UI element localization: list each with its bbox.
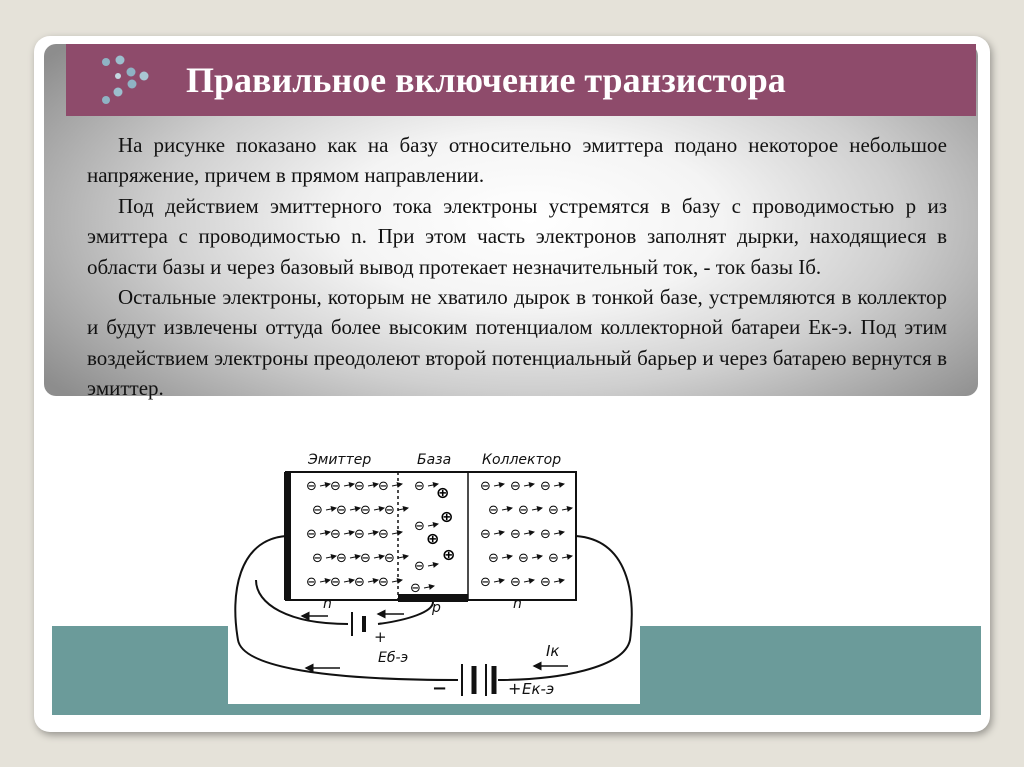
- electron-mark: ⊖: [360, 551, 371, 566]
- electron-mark: ⊖: [306, 527, 317, 542]
- charge-carriers: [306, 479, 572, 596]
- body-text: [87, 130, 947, 404]
- collector-battery-plus: +: [508, 679, 522, 698]
- electron-mark: ⊖: [518, 551, 529, 566]
- electron-mark: ⊖: [510, 479, 521, 494]
- paragraph-1: На рисунке показано как на базу относительно эмиттера подано некоторое небольшое напряжение, причем в прямом направлении.: [87, 133, 947, 188]
- electron-arrow: [344, 580, 354, 582]
- electron-arrow: [398, 556, 408, 558]
- hole-mark: ⊕: [436, 483, 450, 502]
- electron-mark: ⊖: [540, 575, 551, 590]
- electron-arrow: [562, 508, 572, 510]
- electron-arrow: [532, 508, 542, 510]
- electron-mark: ⊖: [354, 575, 365, 590]
- electron-arrow: [350, 508, 360, 510]
- decorative-dots-icon: [96, 50, 160, 110]
- electron-mark: ⊖: [336, 503, 347, 518]
- current-arrows: [302, 614, 568, 668]
- electron-mark: ⊖: [480, 479, 491, 494]
- electron-arrow: [428, 524, 438, 526]
- electron-mark: ⊖: [306, 479, 317, 494]
- base-p-label: p: [432, 600, 441, 616]
- electron-arrow: [554, 580, 564, 582]
- electron-arrow: [392, 580, 402, 582]
- collector-current-label: Iк: [546, 642, 560, 660]
- electron-mark: ⊖: [378, 527, 389, 542]
- electron-mark: ⊖: [360, 503, 371, 518]
- hole-mark: ⊕: [442, 545, 456, 564]
- slide-title: Правильное включение транзистора: [186, 60, 786, 100]
- electron-arrow: [494, 484, 504, 486]
- electron-mark: ⊖: [410, 581, 421, 596]
- electron-arrow: [554, 484, 564, 486]
- electron-arrow: [368, 532, 378, 534]
- electron-arrow: [320, 580, 330, 582]
- hole-mark: ⊕: [440, 507, 454, 526]
- electron-mark: ⊖: [488, 551, 499, 566]
- electron-arrow: [502, 508, 512, 510]
- electron-mark: ⊖: [414, 519, 425, 534]
- electron-mark: ⊖: [548, 551, 559, 566]
- electron-mark: ⊖: [548, 503, 559, 518]
- electron-arrow: [350, 556, 360, 558]
- electron-arrow: [392, 484, 402, 486]
- electron-arrow: [424, 586, 434, 588]
- electron-mark: ⊖: [518, 503, 529, 518]
- base-battery-label: Еб-э: [378, 650, 409, 666]
- electron-arrow: [532, 556, 542, 558]
- collector-battery-label: Ек-э: [522, 680, 555, 698]
- electron-mark: ⊖: [330, 575, 341, 590]
- hole-mark: ⊕: [426, 529, 440, 548]
- electron-mark: ⊖: [336, 551, 347, 566]
- electron-mark: ⊖: [354, 527, 365, 542]
- electron-mark: ⊖: [312, 503, 323, 518]
- circuit-wires: [235, 536, 631, 696]
- electron-mark: ⊖: [414, 479, 425, 494]
- electron-arrow: [326, 556, 336, 558]
- electron-arrow: [524, 484, 534, 486]
- electron-mark: ⊖: [510, 575, 521, 590]
- electron-mark: ⊖: [384, 503, 395, 518]
- electron-mark: ⊖: [488, 503, 499, 518]
- electron-arrow: [562, 556, 572, 558]
- electron-mark: ⊖: [330, 479, 341, 494]
- electron-arrow: [374, 556, 384, 558]
- paragraph-3: Остальные электроны, которым не хватило дырок в тонкой базе, устремляются в коллектор и будут извлечены оттуда более высоким потенциалом коллекторной батареи Ек-э. Под этим воздействием электроны преодолеют второй потенциальный барьер и через батарею вернутся в эмиттер.: [87, 285, 947, 401]
- electron-arrow: [524, 580, 534, 582]
- electron-mark: ⊖: [378, 479, 389, 494]
- electron-mark: ⊖: [306, 575, 317, 590]
- electron-mark: ⊖: [480, 575, 491, 590]
- electron-arrow: [524, 532, 534, 534]
- electron-arrow: [428, 564, 438, 566]
- electron-mark: ⊖: [480, 527, 491, 542]
- emitter-region-label: Эмиттер: [308, 452, 372, 468]
- collector-region-label: Коллектор: [482, 452, 562, 468]
- electron-mark: ⊖: [414, 559, 425, 574]
- transistor-diagram: [228, 444, 640, 704]
- electron-arrow: [320, 484, 330, 486]
- electron-arrow: [502, 556, 512, 558]
- electron-arrow: [344, 532, 354, 534]
- electron-arrow: [320, 532, 330, 534]
- electron-arrow: [344, 484, 354, 486]
- electron-arrow: [368, 484, 378, 486]
- electron-mark: ⊖: [354, 479, 365, 494]
- electron-mark: ⊖: [510, 527, 521, 542]
- electron-arrow: [374, 508, 384, 510]
- electron-mark: ⊖: [384, 551, 395, 566]
- base-region-label: База: [417, 452, 452, 468]
- electron-arrow: [326, 508, 336, 510]
- collector-n-label: n: [513, 596, 522, 612]
- electron-arrow: [398, 508, 408, 510]
- electron-mark: ⊖: [540, 479, 551, 494]
- paragraph-2: Под действием эмиттерного тока электроны устремятся в базу с проводимостью р из эмиттера с проводимостью n. При этом часть электронов заполнят дырки, находящиеся в области базы и через базовый вывод протекает незначительный ток, - ток базы Iб.: [87, 193, 947, 279]
- base-battery-plus: +: [374, 628, 387, 646]
- electron-arrow: [494, 532, 504, 534]
- electron-mark: ⊖: [378, 575, 389, 590]
- electron-arrow: [554, 532, 564, 534]
- emitter-n-label: n: [323, 596, 332, 612]
- electron-mark: ⊖: [330, 527, 341, 542]
- electron-arrow: [368, 580, 378, 582]
- collector-battery-minus: −: [432, 678, 448, 699]
- electron-arrow: [392, 532, 402, 534]
- electron-mark: ⊖: [540, 527, 551, 542]
- electron-mark: ⊖: [312, 551, 323, 566]
- electron-arrow: [494, 580, 504, 582]
